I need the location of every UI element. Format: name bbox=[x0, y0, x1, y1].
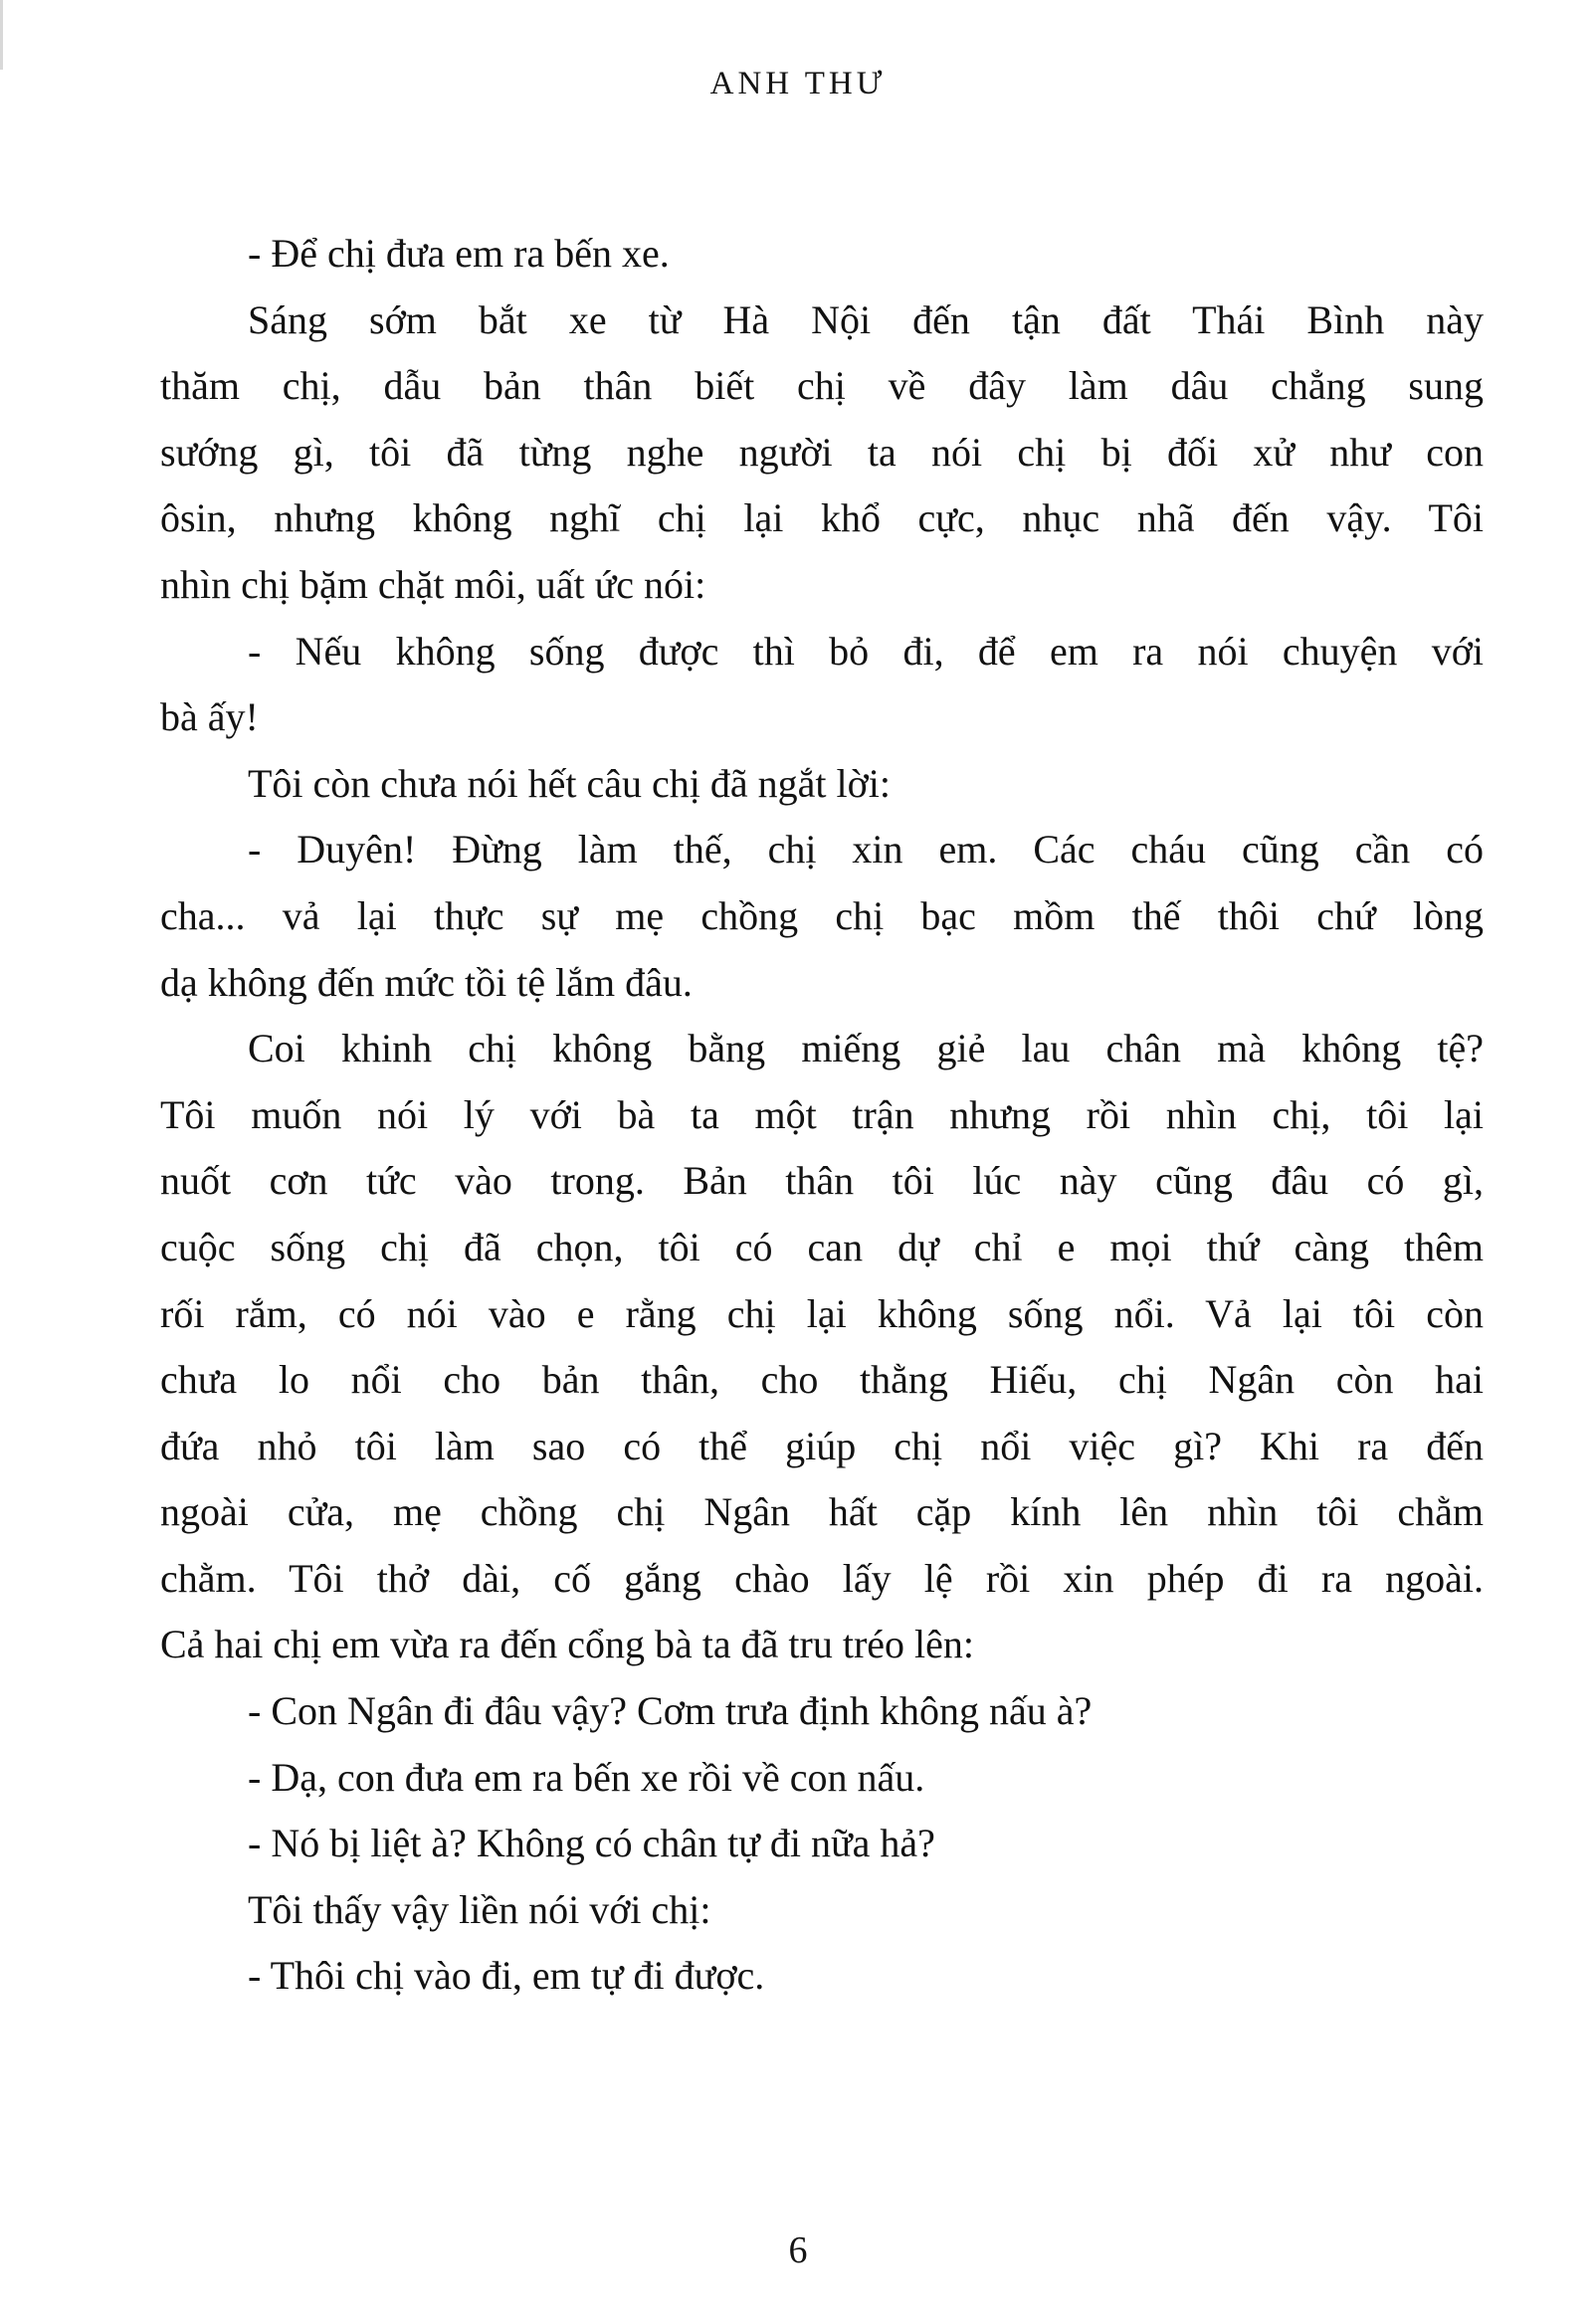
text-line: rối rắm, có nói vào e rằng chị lại không sống nổi. Vả lại tôi còn bbox=[160, 1290, 1484, 1336]
page-body bbox=[160, 221, 1484, 2010]
text-line: ôsin, nhưng không nghĩ chị lại khổ cực, nhục nhã đến vậy. Tôi bbox=[160, 495, 1484, 541]
page-number: 6 bbox=[788, 2229, 808, 2271]
text-line: - Nó bị liệt à? Không có chân tự đi nữa hả? bbox=[248, 1821, 935, 1866]
text-line: Coi khinh chị không bằng miếng giẻ lau chân mà không tệ? bbox=[248, 1026, 1484, 1071]
text-line: - Để chị đưa em ra bến xe. bbox=[248, 231, 670, 276]
text-line: Tôi thấy vậy liền nói với chị: bbox=[248, 1886, 711, 1932]
scan-page-edge bbox=[0, 0, 3, 70]
text-line: nuốt cơn tức vào trong. Bản thân tôi lúc này cũng đâu có gì, bbox=[160, 1158, 1484, 1204]
text-line: - Thôi chị vào đi, em tự đi được. bbox=[248, 1953, 765, 1999]
text-line: dạ không đến mức tồi tệ lắm đâu. bbox=[160, 959, 693, 1005]
text-line: Sáng sớm bắt xe từ Hà Nội đến tận đất Thái Bình này bbox=[248, 296, 1484, 342]
text-line: đứa nhỏ tôi làm sao có thể giúp chị nổi việc gì? Khi ra đến bbox=[160, 1423, 1484, 1468]
text-line: - Con Ngân đi đâu vậy? Cơm trưa định không nấu à? bbox=[248, 1688, 1093, 1734]
text-line: ngoài cửa, mẹ chồng chị Ngân hất cặp kính lên nhìn tôi chằm bbox=[160, 1489, 1484, 1535]
text-line: cuộc sống chị đã chọn, tôi có can dự chỉ e mọi thứ càng thêm bbox=[160, 1224, 1484, 1269]
text-line: chưa lo nổi cho bản thân, cho thằng Hiếu, chị Ngân còn hai bbox=[160, 1357, 1484, 1403]
text-line: thăm chị, dẫu bản thân biết chị về đây làm dâu chẳng sung bbox=[160, 363, 1484, 409]
text-line: Tôi còn chưa nói hết câu chị đã ngắt lời: bbox=[248, 760, 891, 806]
text-line: sướng gì, tôi đã từng nghe người ta nói chị bị đối xử như con bbox=[160, 429, 1484, 475]
text-line: cha... vả lại thực sự mẹ chồng chị bạc mồm thế thôi chứ lòng bbox=[160, 892, 1484, 938]
text-line: Cả hai chị em vừa ra đến cổng bà ta đã tru tréo lên: bbox=[160, 1622, 975, 1667]
text-line: bà ấy! bbox=[160, 694, 259, 740]
text-line: - Duyên! Đừng làm thế, chị xin em. Các cháu cũng cần có bbox=[248, 827, 1484, 872]
text-line: nhìn chị bặm chặt môi, uất ức nói: bbox=[160, 561, 706, 607]
text-line: - Dạ, con đưa em ra bến xe rồi về con nấu. bbox=[248, 1754, 925, 1800]
text-line: Tôi muốn nói lý với bà ta một trận nhưng rồi nhìn chị, tôi lại bbox=[160, 1091, 1484, 1137]
text-line: - Nếu không sống được thì bỏ đi, để em ra nói chuyện với bbox=[248, 628, 1484, 674]
running-head-author: ANH THƯ bbox=[709, 66, 887, 101]
text-line: chằm. Tôi thở dài, cố gắng chào lấy lệ rồi xin phép đi ra ngoài. bbox=[160, 1555, 1484, 1601]
